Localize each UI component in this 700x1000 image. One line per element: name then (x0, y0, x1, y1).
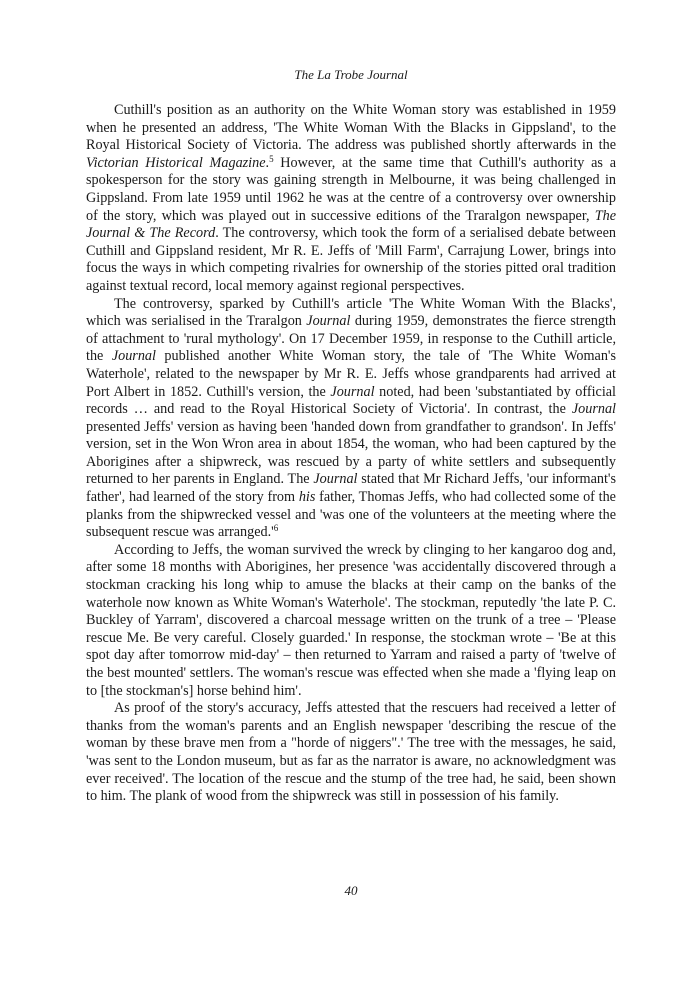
text-run: . (265, 154, 270, 171)
paragraph (86, 542, 616, 700)
italic-text: Journal (330, 383, 375, 400)
italic-text: Journal (306, 313, 351, 330)
italic-text: The Journal & The Record (86, 207, 616, 242)
paragraph (86, 700, 616, 806)
footnote-ref: 5 (269, 153, 274, 164)
italic-text: Journal (111, 348, 156, 365)
italic-text: Victorian Historical Magazine (86, 154, 266, 171)
text-run: As proof of the story's accuracy, Jeffs attested that the rescuers had received a letter of thanks from the woman's parents and an English newspaper 'describing the rescue of the woman by these brave men from a "horde of niggers".' The tree with the messages, he said, 'was sent to the London museum, but as far as the narrator is aware, no acknowledgment was ever received'. The location of the rescue and the stump of the tree had, he said, been shown to him. The plank of wood from the shipwreck was still in possession of his family. (86, 700, 616, 805)
text-run: The controversy, sparked by Cuthill's article 'The White Woman With the Blacks', which was serialised in the Traralgon (86, 295, 616, 330)
article-body (86, 102, 616, 806)
text-run: published another White Woman story, the tale of 'The White Woman's Waterhole', related to the newspaper by Mr R. E. Jeffs whose grandparents had arrived at Port Albert in 1852. Cuthill's version, the (86, 348, 616, 400)
italic-text: Journal (313, 471, 358, 488)
text-run: According to Jeffs, the woman survived the wreck by clinging to her kangaroo dog and, after some 18 months with Aborigines, her presence 'was accidentally discovered through a stockman cracking his long whip to amuse the blacks at their camp on the banks of the waterhole now known as White Woman's Waterhole'. The stockman, reputedly 'the late P. C. Buckley of Yarram', discovered a charcoal message written on the trunk of a tree – 'Please rescue Me. Be very careful. Closely guarded.' In response, the stockman wrote – 'Be at this spot day after tomorrow mid-day' – then returned to Yarram and raised a party of 'twelve of the best mounted' settlers. The woman's rescue was effected when she made a 'flying leap on to [the stockman's] horse behind him'. (86, 541, 616, 699)
text-run: noted, had been 'substantiated by official records … and read to the Royal Historical Society of Victoria'. In contrast, the (86, 383, 616, 418)
page-number: 40 (344, 883, 358, 898)
text-run: However, at the same time that Cuthill's authority as a spokesperson for the story was gaining strength in Melbourne, it was being challenged in Gippsland. From late 1959 until 1962 he was at the centre of a controversy over ownership of the story, which was played out in successive editions of the Traralgon newspaper, (86, 154, 616, 224)
text-run: Cuthill's position as an authority on the White Woman story was established in 1959 when he presented an address, 'The White Woman With the Blacks in Gippsland', to the Royal Historical Society of Victoria. The address was published shortly afterwards in the (86, 102, 616, 154)
footnote-ref: 6 (273, 523, 279, 534)
text-run: . The controversy, which took the form of a serialised debate between Cuthill and Gippsland resident, Mr R. E. Jeffs of 'Mill Farm', Carrajung Lower, brings into focus the ways in which competing rivalries for ownership of the stories pitted oral tradition against textual record, local memory against regional perspectives. (86, 225, 616, 294)
text-run: stated that Mr Richard Jeffs, 'our informant's father', had learned of the story from (86, 471, 616, 506)
running-head: The La Trobe Journal (294, 67, 408, 82)
paragraph (86, 102, 616, 296)
journal-page (86, 0, 616, 1000)
italic-text: his (298, 489, 316, 506)
text-run: father, Thomas Jeffs, who had collected some of the planks from the shipwrecked vessel and 'was one of the volunteers at the meeting where the subsequent rescue was arranged.' (86, 489, 616, 541)
italic-text: Journal (571, 401, 616, 418)
paragraph (86, 296, 616, 542)
text-run: presented Jeffs' version as having been 'handed down from grandfather to grandson'. In Jeffs' version, set in the Won Wron area in about 1854, the woman, who had been captured by the Aborigines after a shipwreck, was rescued by a party of white settlers and subsequently returned to her parents in England. The (86, 418, 616, 488)
text-run: during 1959, demonstrates the fierce strength of attachment to 'rural mythology'. On 17 December 1959, in response to the Cuthill article, the (86, 313, 616, 365)
